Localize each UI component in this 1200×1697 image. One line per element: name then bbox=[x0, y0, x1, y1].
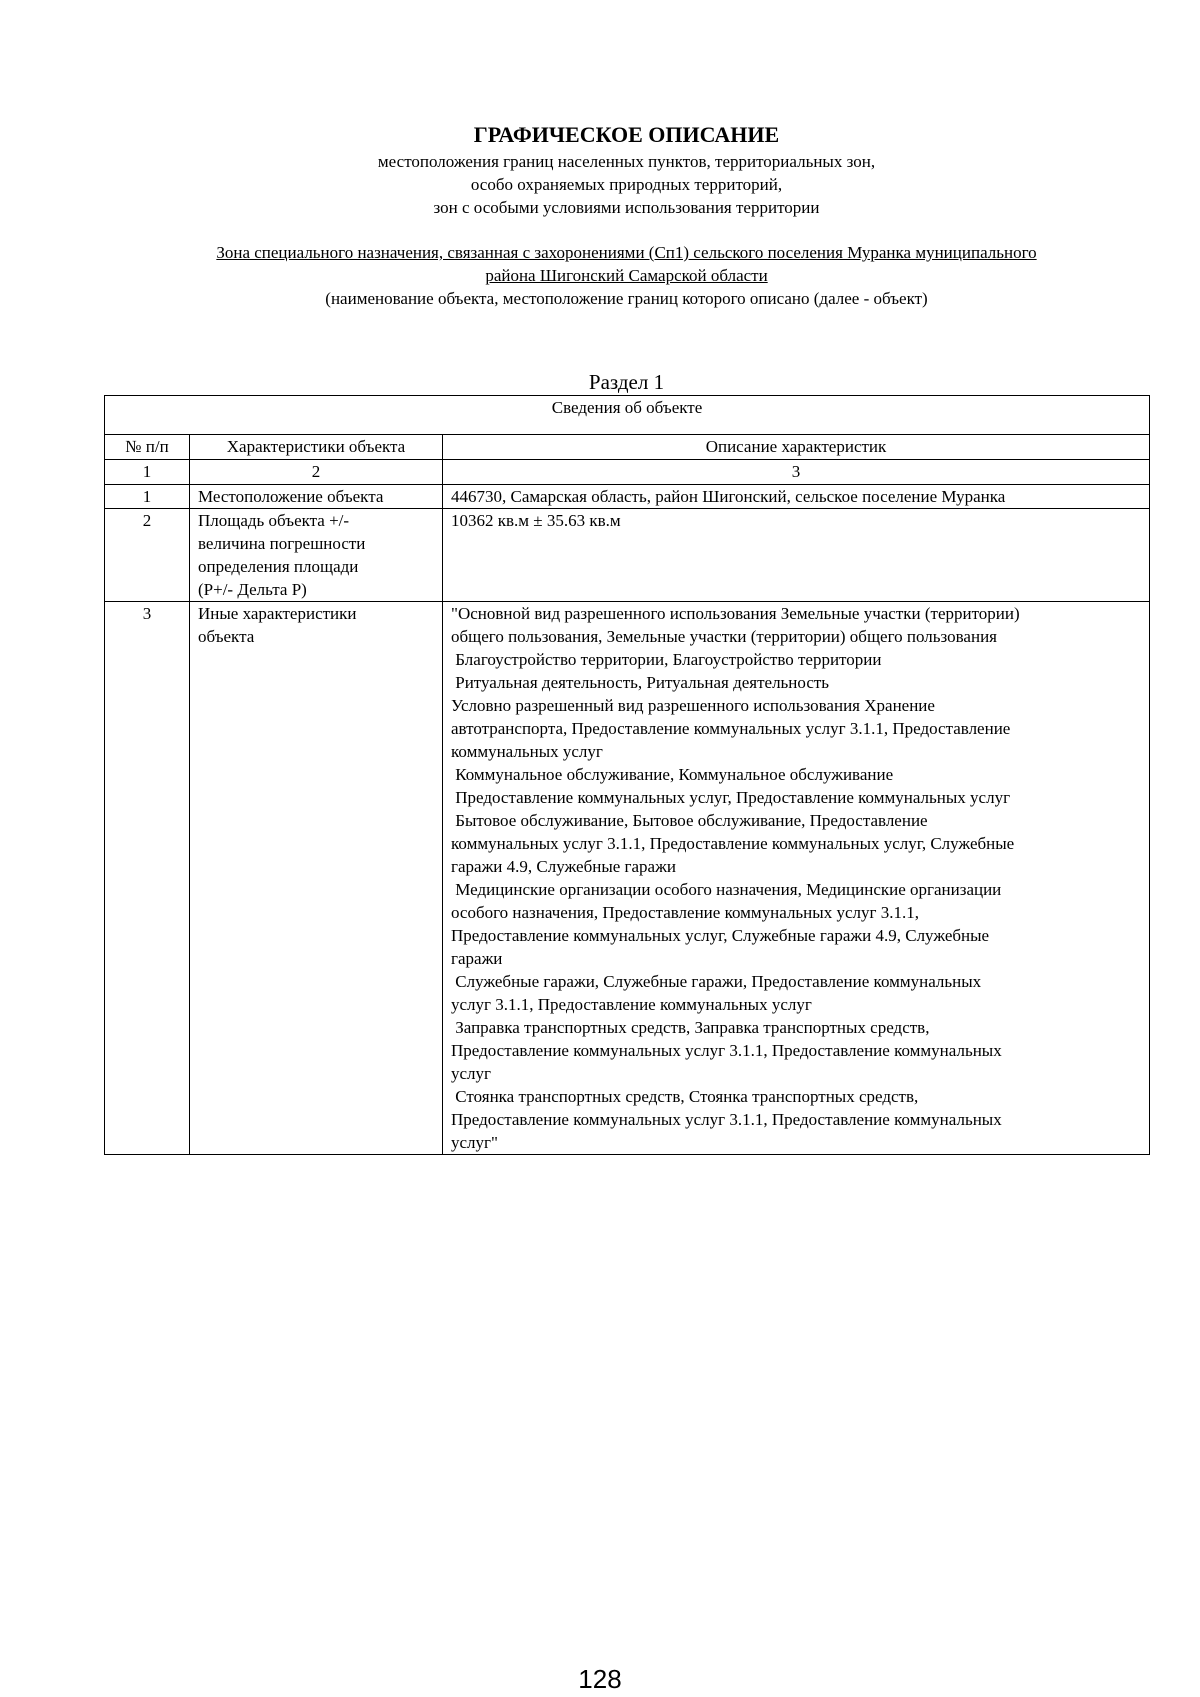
description-line: Служебные гаражи, Служебные гаражи, Предоставление коммунальных bbox=[451, 972, 982, 991]
description-line: Предоставление коммунальных услуг, Служебные гаражи 4.9, Служебные bbox=[451, 926, 990, 945]
row-number: 2 bbox=[105, 509, 190, 602]
table-row bbox=[105, 485, 1150, 509]
description-line: Благоустройство территории, Благоустройство территории bbox=[451, 650, 882, 669]
row-description bbox=[443, 485, 1150, 509]
object-info-table bbox=[104, 395, 1150, 1155]
description-line: 10362 кв.м ± 35.63 кв.м bbox=[451, 511, 621, 530]
description-line: Предоставление коммунальных услуг 3.1.1, Предоставление коммунальных bbox=[451, 1041, 1002, 1060]
document-subtitle-line: местоположения границ населенных пунктов, территориальных зон, bbox=[377, 152, 876, 171]
description-line: услуг bbox=[451, 1064, 492, 1083]
column-header-characteristic: Характеристики объекта bbox=[190, 435, 443, 460]
description-line: Коммунальное обслуживание, Коммунальное обслуживание bbox=[451, 765, 894, 784]
section-title: Раздел 1 bbox=[588, 370, 665, 394]
row-description bbox=[443, 602, 1150, 1155]
description-line: Медицинские организации особого назначения, Медицинские организации bbox=[451, 880, 1002, 899]
table-caption-row bbox=[105, 396, 1150, 435]
description-line: Заправка транспортных средств, Заправка транспортных средств, bbox=[451, 1018, 930, 1037]
column-number: 1 bbox=[105, 460, 190, 485]
description-line: Ритуальная деятельность, Ритуальная деятельность bbox=[451, 673, 830, 692]
description-line: Предоставление коммунальных услуг, Предоставление коммунальных услуг bbox=[451, 788, 1011, 807]
description-line: услуг 3.1.1, Предоставление коммунальных услуг bbox=[451, 995, 812, 1014]
page-number: 128 bbox=[578, 1664, 622, 1694]
row-characteristic bbox=[190, 485, 443, 509]
characteristic-line: Местоположение объекта bbox=[198, 487, 384, 506]
table-header-row bbox=[105, 435, 1150, 460]
column-numbers-row bbox=[105, 460, 1150, 485]
object-name-line: Зона специального назначения, связанная с захоронениями (Сп1) сельского поселения Муранка муниципального bbox=[216, 243, 1037, 262]
description-line: Условно разрешенный вид разрешенного использования Хранение bbox=[451, 696, 935, 715]
column-number: 2 bbox=[190, 460, 443, 485]
description-line: Бытовое обслуживание, Бытовое обслуживание, Предоставление bbox=[451, 811, 928, 830]
description-line: общего пользования, Земельные участки (территории) общего пользования bbox=[451, 627, 997, 646]
characteristic-line: Иные характеристики bbox=[198, 604, 357, 623]
description-line: коммунальных услуг bbox=[451, 742, 603, 761]
description-line: 446730, Самарская область, район Шигонский, сельское поселение Муранка bbox=[451, 487, 1006, 506]
row-characteristic bbox=[190, 509, 443, 602]
document-title: ГРАФИЧЕСКОЕ ОПИСАНИЕ bbox=[473, 122, 780, 147]
document-subtitle-line: зон с особыми условиями использования территории bbox=[433, 198, 820, 217]
table-row bbox=[105, 602, 1150, 1155]
description-line: гаражи 4.9, Служебные гаражи bbox=[451, 857, 676, 876]
characteristic-line: (P+/- Дельта P) bbox=[198, 580, 307, 599]
row-characteristic bbox=[190, 602, 443, 1155]
characteristic-line: определения площади bbox=[198, 557, 359, 576]
characteristic-line: величина погрешности bbox=[198, 534, 366, 553]
table-row bbox=[105, 509, 1150, 602]
object-name-line: района Шигонский Самарской области bbox=[485, 266, 768, 285]
description-line: услуг" bbox=[451, 1133, 498, 1152]
description-line: "Основной вид разрешенного использования Земельные участки (территории) bbox=[451, 604, 1020, 623]
object-name-caption: (наименование объекта, местоположение границ которого описано (далее - объект) bbox=[325, 289, 928, 308]
column-number: 3 bbox=[443, 460, 1150, 485]
description-line: коммунальных услуг 3.1.1, Предоставление коммунальных услуг, Служебные bbox=[451, 834, 1015, 853]
description-line: автотранспорта, Предоставление коммунальных услуг 3.1.1, Предоставление bbox=[451, 719, 1011, 738]
description-line: Стоянка транспортных средств, Стоянка транспортных средств, bbox=[451, 1087, 919, 1106]
row-description bbox=[443, 509, 1150, 602]
description-line: особого назначения, Предоставление коммунальных услуг 3.1.1, bbox=[451, 903, 919, 922]
row-number: 1 bbox=[105, 485, 190, 509]
table-caption: Сведения об объекте bbox=[105, 396, 1150, 435]
description-line: гаражи bbox=[451, 949, 503, 968]
document-header bbox=[0, 120, 1200, 219]
document-subtitle-line: особо охраняемых природных территорий, bbox=[470, 175, 783, 194]
object-name-block bbox=[0, 241, 1200, 310]
description-line: Предоставление коммунальных услуг 3.1.1, Предоставление коммунальных bbox=[451, 1110, 1002, 1129]
row-number: 3 bbox=[105, 602, 190, 1155]
characteristic-line: объекта bbox=[198, 627, 255, 646]
column-header-number: № п/п bbox=[105, 435, 190, 460]
column-header-description: Описание характеристик bbox=[443, 435, 1150, 460]
characteristic-line: Площадь объекта +/- bbox=[198, 511, 350, 530]
